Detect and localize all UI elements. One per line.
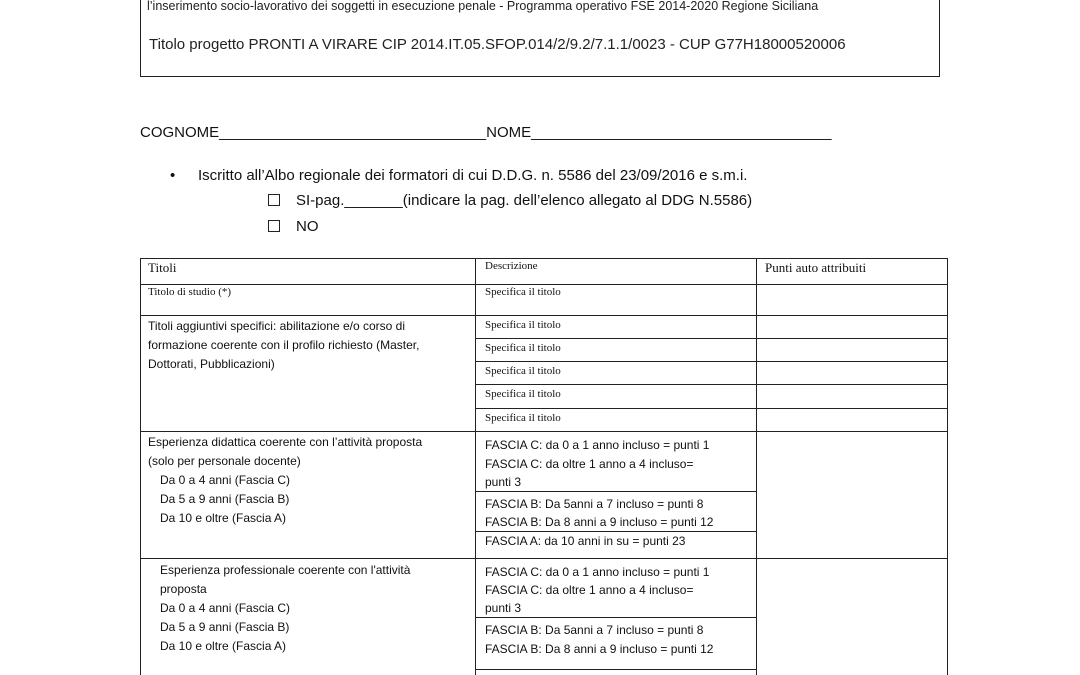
esperienza-professionale-line: Da 5 a 9 anni (Fascia B) — [160, 620, 290, 634]
albo-text: Iscritto all’Albo regionale dei formatori di cui D.D.G. n. 5586 del 23/09/2016 e s.m.i. — [198, 167, 748, 184]
bullet-icon: • — [170, 167, 176, 184]
checkbox-no[interactable] — [268, 220, 280, 232]
project-header-box — [140, 0, 940, 77]
albo-statement — [170, 167, 747, 184]
option-si-label: SI-pag._______(indicare la pag. dell’elenco allegato al DDG N.5586) — [296, 192, 753, 209]
esperienza-didattica-line: Da 5 a 9 anni (Fascia B) — [160, 492, 290, 506]
esperienza-didattica-line: Da 10 e oltre (Fascia A) — [160, 511, 287, 525]
titolo-aggiuntivo-descrizione[interactable]: Specifica il titolo — [485, 412, 561, 424]
checkbox-si[interactable] — [268, 194, 280, 206]
titolo-aggiuntivo-descrizione[interactable]: Specifica il titolo — [485, 365, 561, 377]
header-descrizione: Descrizione — [485, 260, 538, 272]
header-punti: Punti auto attribuiti — [765, 260, 867, 275]
fascia-c-line: FASCIA C: da oltre 1 anno a 4 incluso= — [485, 457, 694, 471]
program-description: l’inserimento socio-lavorativo dei soggetti in esecuzione penale - Programma operativo FSE 2014-2020 Regione Siciliana — [147, 0, 819, 13]
titoli-aggiuntivi-line: Titoli aggiuntivi specifici: abilitazione e/o corso di — [148, 319, 406, 333]
esperienza-professionale-line: Da 0 a 4 anni (Fascia C) — [160, 601, 291, 615]
table-subrow-line — [475, 669, 756, 670]
header-titoli: Titoli — [148, 260, 177, 275]
surname-name-line[interactable]: COGNOME________________________________NOME____________________________________ — [140, 124, 832, 141]
prof-fascia-b-line: FASCIA B: Da 8 anni a 9 incluso = punti 12 — [485, 642, 714, 656]
prof-fascia-b-line: FASCIA B: Da 5anni a 7 incluso = punti 8 — [485, 623, 704, 637]
esperienza-professionale-line: proposta — [160, 582, 207, 596]
titolo-aggiuntivo-descrizione[interactable]: Specifica il titolo — [485, 319, 561, 331]
fascia-b-line: FASCIA B: Da 8 anni a 9 incluso = punti 12 — [485, 515, 714, 529]
table-border-left — [140, 258, 141, 675]
prof-fascia-c-line: FASCIA C: da 0 a 1 anno incluso = punti 1 — [485, 565, 710, 579]
titoli-aggiuntivi-line: Dottorati, Pubblicazioni) — [148, 357, 275, 371]
esperienza-didattica-line: Da 0 a 4 anni (Fascia C) — [160, 473, 291, 487]
esperienza-didattica-line: (solo per personale docente) — [148, 454, 301, 468]
titolo-aggiuntivo-descrizione[interactable]: Specifica il titolo — [485, 342, 561, 354]
esperienza-didattica-line: Esperienza didattica coerente con l’attività proposta — [148, 435, 423, 449]
option-no-label: NO — [296, 218, 319, 235]
esperienza-professionale-line: Esperienza professionale coerente con l'attività — [160, 563, 411, 577]
table-row-line — [140, 558, 948, 559]
fascia-c-line: FASCIA C: da 0 a 1 anno incluso = punti 1 — [485, 438, 710, 452]
table-divider-col1 — [475, 258, 476, 675]
titolo-aggiuntivo-descrizione[interactable]: Specifica il titolo — [485, 388, 561, 400]
prof-fascia-c-line: punti 3 — [485, 601, 522, 615]
titoli-aggiuntivi-line: formazione coerente con il profilo richiesto (Master, — [148, 338, 420, 352]
prof-fascia-c-line: FASCIA C: da oltre 1 anno a 4 incluso= — [485, 583, 694, 597]
project-title: Titolo progetto PRONTI A VIRARE CIP 2014.IT.05.SFOP.014/2/9.2/7.1.1/0023 - CUP G77H18000520006 — [149, 36, 846, 53]
titolo-studio-descrizione[interactable]: Specifica il titolo — [485, 286, 561, 298]
fascia-a-line: FASCIA A: da 10 anni in su = punti 23 — [485, 534, 686, 548]
titolo-studio-label: Titolo di studio (*) — [148, 286, 232, 298]
esperienza-professionale-line: Da 10 e oltre (Fascia A) — [160, 639, 287, 653]
table-divider-col2 — [756, 258, 757, 675]
fascia-c-line: punti 3 — [485, 475, 522, 489]
option-si[interactable] — [268, 192, 752, 209]
table-border-right — [947, 258, 948, 675]
option-no[interactable] — [268, 218, 319, 235]
fascia-b-line: FASCIA B: Da 5anni a 7 incluso = punti 8 — [485, 497, 704, 511]
table-row-line — [140, 431, 948, 432]
